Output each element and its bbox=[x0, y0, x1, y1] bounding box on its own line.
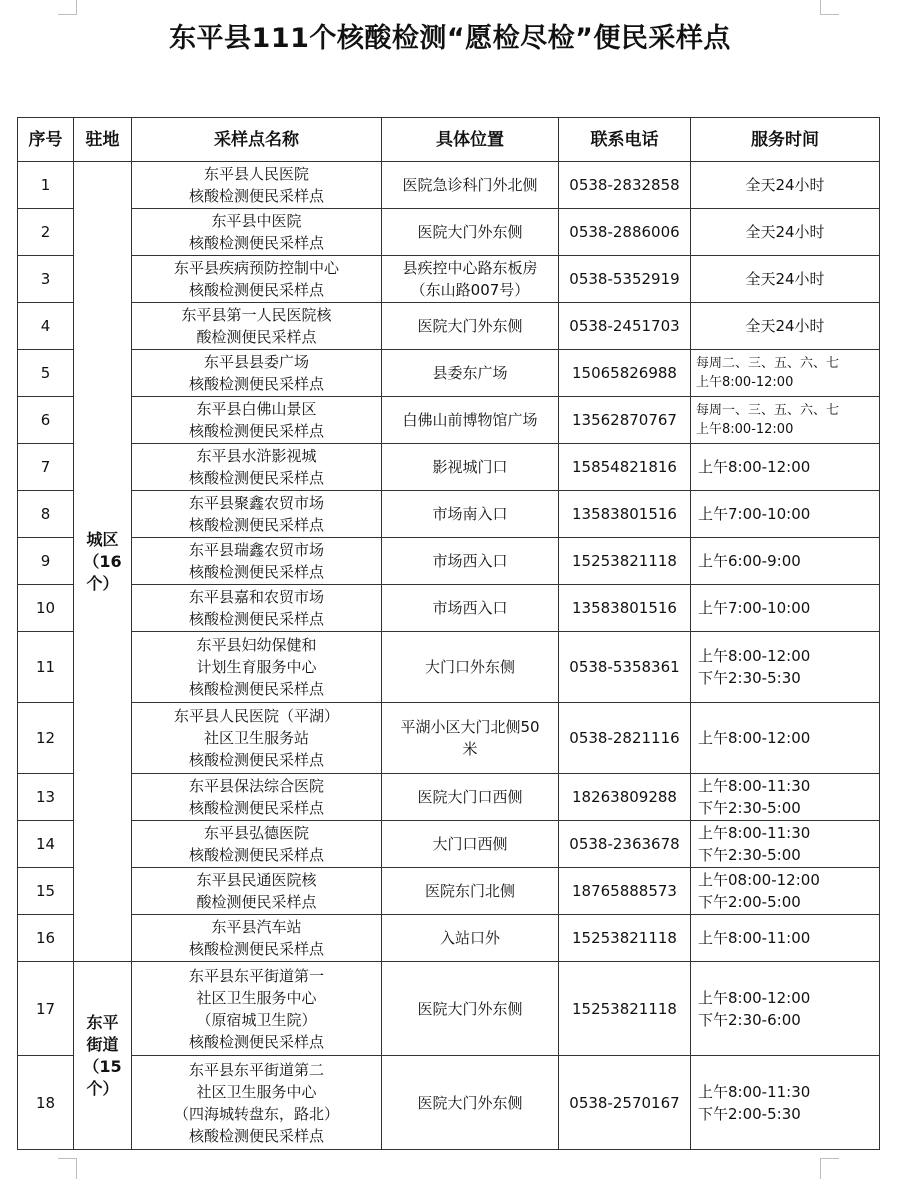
row-location: 医院大门外东侧 bbox=[382, 962, 559, 1056]
table-row bbox=[18, 585, 880, 632]
row-name: 东平县瑞鑫农贸市场 核酸检测便民采样点 bbox=[132, 538, 382, 585]
table-row bbox=[18, 632, 880, 703]
row-time: 每周二、三、五、六、七 上午8:00-12:00 bbox=[691, 350, 880, 397]
row-name: 东平县县委广场 核酸检测便民采样点 bbox=[132, 350, 382, 397]
header-no: 序号 bbox=[18, 118, 74, 162]
row-no: 18 bbox=[18, 1056, 74, 1150]
row-no: 14 bbox=[18, 821, 74, 868]
crop-mark-bottom-right bbox=[820, 1158, 839, 1179]
table-row bbox=[18, 209, 880, 256]
row-time: 上午8:00-11:30 下午2:30-5:00 bbox=[691, 821, 880, 868]
row-phone: 18765888573 bbox=[559, 868, 691, 915]
row-phone: 0538-5352919 bbox=[559, 256, 691, 303]
row-location: 影视城门口 bbox=[382, 444, 559, 491]
table-row bbox=[18, 538, 880, 585]
sampling-points-table bbox=[17, 117, 880, 1150]
table-row bbox=[18, 256, 880, 303]
row-name: 东平县妇幼保健和 计划生育服务中心 核酸检测便民采样点 bbox=[132, 632, 382, 703]
row-no: 12 bbox=[18, 703, 74, 774]
row-name: 东平县弘德医院 核酸检测便民采样点 bbox=[132, 821, 382, 868]
row-name: 东平县白佛山景区 核酸检测便民采样点 bbox=[132, 397, 382, 444]
crop-mark-bottom-left bbox=[58, 1158, 77, 1179]
row-time: 上午8:00-12:00 bbox=[691, 703, 880, 774]
row-no: 16 bbox=[18, 915, 74, 962]
row-phone: 0538-2570167 bbox=[559, 1056, 691, 1150]
row-no: 13 bbox=[18, 774, 74, 821]
row-location: 医院大门外东侧 bbox=[382, 303, 559, 350]
row-phone: 0538-5358361 bbox=[559, 632, 691, 703]
table-row bbox=[18, 962, 880, 1056]
row-time: 全天24小时 bbox=[691, 162, 880, 209]
row-name: 东平县民通医院核 酸检测便民采样点 bbox=[132, 868, 382, 915]
table-row bbox=[18, 491, 880, 538]
row-location: 医院东门北侧 bbox=[382, 868, 559, 915]
row-time: 上午8:00-12:00 下午2:30-5:30 bbox=[691, 632, 880, 703]
row-no: 7 bbox=[18, 444, 74, 491]
header-time: 服务时间 bbox=[691, 118, 880, 162]
table-row bbox=[18, 915, 880, 962]
row-location: 大门口外东侧 bbox=[382, 632, 559, 703]
row-time: 上午6:00-9:00 bbox=[691, 538, 880, 585]
table-row bbox=[18, 303, 880, 350]
row-no: 8 bbox=[18, 491, 74, 538]
row-location: 医院急诊科门外北侧 bbox=[382, 162, 559, 209]
page-title: 东平县111个核酸检测“愿检尽检”便民采样点 bbox=[169, 23, 731, 54]
table-header-row bbox=[18, 118, 880, 162]
row-name: 东平县疾病预防控制中心 核酸检测便民采样点 bbox=[132, 256, 382, 303]
row-time: 上午8:00-11:00 bbox=[691, 915, 880, 962]
table-row bbox=[18, 444, 880, 491]
row-time: 上午8:00-11:30 下午2:00-5:30 bbox=[691, 1056, 880, 1150]
row-location: 县疾控中心路东板房 （东山路007号） bbox=[382, 256, 559, 303]
row-time: 上午7:00-10:00 bbox=[691, 585, 880, 632]
row-name: 东平县东平街道第一 社区卫生服务中心 （原宿城卫生院） 核酸检测便民采样点 bbox=[132, 962, 382, 1056]
header-station: 驻地 bbox=[74, 118, 132, 162]
row-phone: 0538-2832858 bbox=[559, 162, 691, 209]
row-location: 医院大门外东侧 bbox=[382, 209, 559, 256]
header-phone: 联系电话 bbox=[559, 118, 691, 162]
row-location: 白佛山前博物馆广场 bbox=[382, 397, 559, 444]
row-name: 东平县东平街道第二 社区卫生服务中心 （四海城转盘东，路北） 核酸检测便民采样点 bbox=[132, 1056, 382, 1150]
row-phone: 15253821118 bbox=[559, 538, 691, 585]
row-location: 大门口西侧 bbox=[382, 821, 559, 868]
crop-mark-top-right bbox=[820, 0, 839, 15]
row-time: 上午8:00-11:30 下午2:30-5:00 bbox=[691, 774, 880, 821]
row-phone: 0538-2363678 bbox=[559, 821, 691, 868]
row-location: 市场西入口 bbox=[382, 585, 559, 632]
row-location: 医院大门外东侧 bbox=[382, 1056, 559, 1150]
table-row bbox=[18, 774, 880, 821]
row-name: 东平县嘉和农贸市场 核酸检测便民采样点 bbox=[132, 585, 382, 632]
table-row bbox=[18, 350, 880, 397]
row-no: 2 bbox=[18, 209, 74, 256]
row-location: 市场南入口 bbox=[382, 491, 559, 538]
row-name: 东平县人民医院 核酸检测便民采样点 bbox=[132, 162, 382, 209]
table-row bbox=[18, 397, 880, 444]
row-name: 东平县聚鑫农贸市场 核酸检测便民采样点 bbox=[132, 491, 382, 538]
table-row bbox=[18, 162, 880, 209]
station-chengqu: 城区 （16 个） bbox=[74, 162, 132, 962]
row-phone: 0538-2886006 bbox=[559, 209, 691, 256]
row-no: 1 bbox=[18, 162, 74, 209]
row-location: 平湖小区大门北侧50 米 bbox=[382, 703, 559, 774]
station-dongping-jiedao: 东平 街道 （15 个） bbox=[74, 962, 132, 1150]
row-phone: 0538-2451703 bbox=[559, 303, 691, 350]
row-phone: 15065826988 bbox=[559, 350, 691, 397]
row-phone: 13583801516 bbox=[559, 491, 691, 538]
row-location: 医院大门口西侧 bbox=[382, 774, 559, 821]
row-no: 9 bbox=[18, 538, 74, 585]
header-name: 采样点名称 bbox=[132, 118, 382, 162]
row-no: 6 bbox=[18, 397, 74, 444]
row-name: 东平县水浒影视城 核酸检测便民采样点 bbox=[132, 444, 382, 491]
row-phone: 18263809288 bbox=[559, 774, 691, 821]
table-row bbox=[18, 703, 880, 774]
row-name: 东平县人民医院（平湖） 社区卫生服务站 核酸检测便民采样点 bbox=[132, 703, 382, 774]
header-location: 具体位置 bbox=[382, 118, 559, 162]
crop-mark-top-left bbox=[58, 0, 77, 15]
table-row bbox=[18, 868, 880, 915]
row-no: 15 bbox=[18, 868, 74, 915]
row-time: 上午7:00-10:00 bbox=[691, 491, 880, 538]
row-no: 10 bbox=[18, 585, 74, 632]
row-location: 入站口外 bbox=[382, 915, 559, 962]
row-phone: 13583801516 bbox=[559, 585, 691, 632]
row-time: 上午08:00-12:00 下午2:00-5:00 bbox=[691, 868, 880, 915]
row-name: 东平县汽车站 核酸检测便民采样点 bbox=[132, 915, 382, 962]
row-name: 东平县第一人民医院核 酸检测便民采样点 bbox=[132, 303, 382, 350]
row-phone: 15854821816 bbox=[559, 444, 691, 491]
row-location: 市场西入口 bbox=[382, 538, 559, 585]
row-time: 全天24小时 bbox=[691, 256, 880, 303]
row-name: 东平县保法综合医院 核酸检测便民采样点 bbox=[132, 774, 382, 821]
row-no: 11 bbox=[18, 632, 74, 703]
row-no: 5 bbox=[18, 350, 74, 397]
row-no: 4 bbox=[18, 303, 74, 350]
row-name: 东平县中医院 核酸检测便民采样点 bbox=[132, 209, 382, 256]
table-row bbox=[18, 821, 880, 868]
row-time: 上午8:00-12:00 下午2:30-6:00 bbox=[691, 962, 880, 1056]
row-location: 县委东广场 bbox=[382, 350, 559, 397]
row-phone: 0538-2821116 bbox=[559, 703, 691, 774]
row-no: 17 bbox=[18, 962, 74, 1056]
table-row bbox=[18, 1056, 880, 1150]
row-time: 全天24小时 bbox=[691, 209, 880, 256]
row-time: 上午8:00-12:00 bbox=[691, 444, 880, 491]
row-phone: 15253821118 bbox=[559, 962, 691, 1056]
row-phone: 15253821118 bbox=[559, 915, 691, 962]
row-time: 每周一、三、五、六、七 上午8:00-12:00 bbox=[691, 397, 880, 444]
row-phone: 13562870767 bbox=[559, 397, 691, 444]
row-no: 3 bbox=[18, 256, 74, 303]
row-time: 全天24小时 bbox=[691, 303, 880, 350]
